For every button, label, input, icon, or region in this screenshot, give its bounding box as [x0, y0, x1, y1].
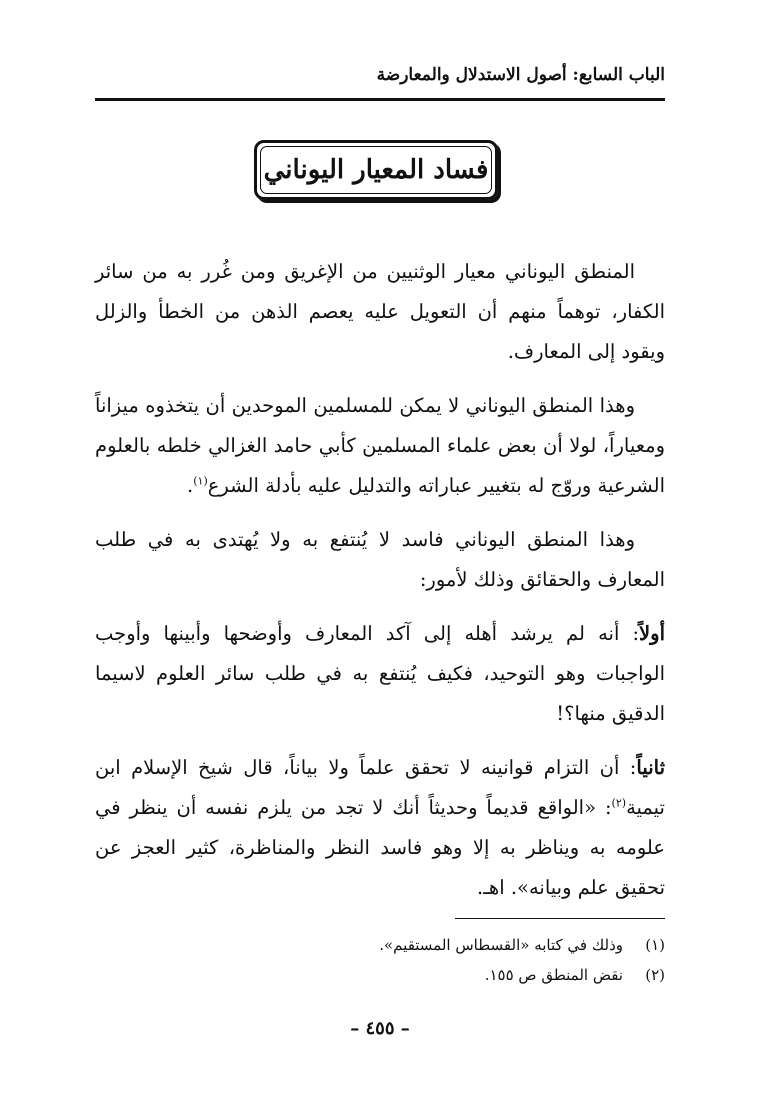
point-2-text-a: : أن التزام قوانينه لا تحقق علماً ولا بياناً، قال شيخ الإسلام ابن تيمية	[95, 756, 665, 819]
point-2-lead: ثانياً	[636, 756, 665, 779]
title-inner-border	[260, 146, 492, 194]
paragraph-2-text: وهذا المنطق اليوناني لا يمكن للمسلمين الموحدين أن يتخذوه ميزاناً ومعياراً، لولا أن بعض علماء المسلمين كأبي حامد الغزالي خلطه بالعلوم الشرعية وروّج له بتغيير عباراته والتدليل عليه بأدلة الشرع	[95, 394, 665, 497]
footnote-ref-1: (١)	[193, 474, 208, 488]
footnote-rule	[455, 918, 665, 919]
paragraph-2-end: .	[187, 474, 194, 497]
footnote-ref-2: (٢)	[611, 796, 627, 810]
footnotes	[95, 930, 665, 990]
footnote-2-text: نقض المنطق ص ١٥٥.	[484, 966, 623, 984]
paragraph-4	[95, 614, 665, 734]
body-text	[95, 252, 665, 922]
running-header: الباب السابع: أصول الاستدلال والمعارضة	[376, 65, 665, 85]
paragraph-2	[95, 386, 665, 506]
point-2-text-b: : «الواقع قديماً وحديثاً أنك لا تجد من يلزم نفسه أن ينظر في علومه به ويناظر به إلا وهو فاسد النظر والمناظرة، كثير العجز عن تحقيق علم وبيانه». اهـ.	[95, 796, 665, 899]
chapter-title: فساد المعيار اليوناني	[263, 155, 489, 185]
paragraph-3: وهذا المنطق اليوناني فاسد لا يُنتفع به ولا يُهتدى به في طلب المعارف والحقائق وذلك لأمور:	[95, 528, 665, 591]
point-1-lead: أولاً	[639, 622, 665, 645]
footnote-1-number: (١)	[645, 936, 665, 954]
paragraph-5	[95, 748, 665, 908]
footnote-2-number: (٢)	[645, 966, 665, 984]
footnote-2	[95, 960, 665, 990]
footnote-1-text: وذلك في كتابه «القسطاس المستقيم».	[379, 936, 623, 954]
point-1-text: : أنه لم يرشد أهله إلى آكد المعارف وأوضحها وأبينها وأوجب الواجبات وهو التوحيد، فكيف يُنتفع به في طلب سائر العلوم لاسيما الدقيق منها؟!	[95, 622, 665, 725]
paragraph-1: المنطق اليوناني معيار الوثنيين من الإغريق ومن غُرر به من سائر الكفار، توهماً منهم أن التعويل عليه يعصم الذهن من الخطأ والزلل ويقود إلى المعارف.	[95, 260, 665, 363]
footnote-1	[95, 930, 665, 960]
header-rule	[95, 98, 665, 101]
page-number: – ٤٥٥ –	[350, 1018, 410, 1039]
